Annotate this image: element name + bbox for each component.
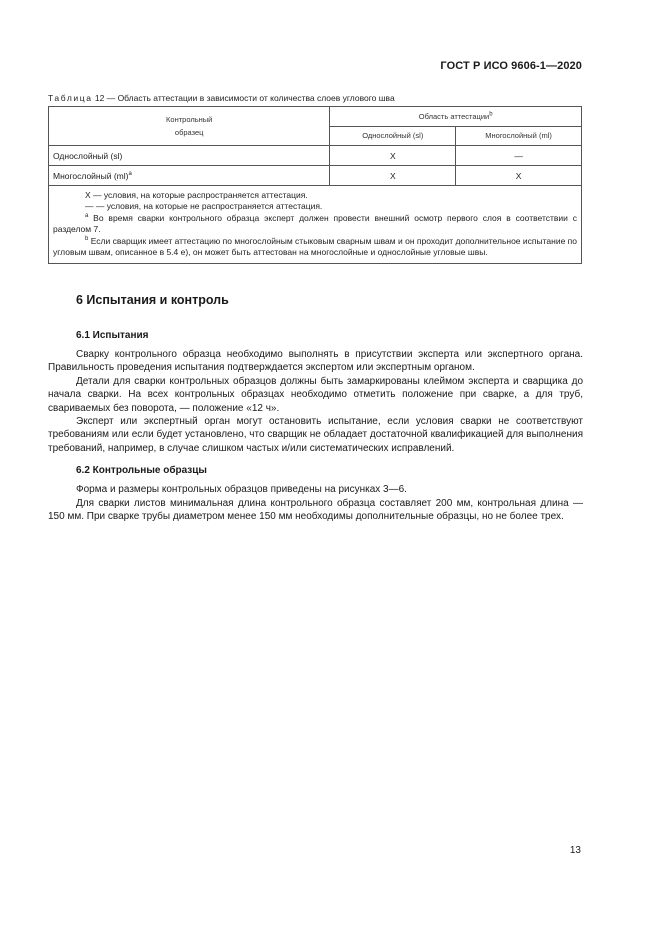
row-label xyxy=(49,146,330,166)
subsection-6-1-title: 6.1 Испытания xyxy=(76,330,149,341)
row-label-text: Многослойный (ml) xyxy=(53,170,129,181)
paragraph-6-2-1-text: Форма и размеры контрольных образцов приведены на рисунках 3—6. xyxy=(76,484,407,495)
footnote-b-text: Если сварщик имеет аттестацию по многослойным стыковым сварным швам и он проходит дополнительное испытание по угловым швам, описанное в 5.4 е), он может быть аттестован на многослойные и однослойные угловые швы. xyxy=(53,235,577,258)
page-number: 13 xyxy=(569,845,581,856)
paragraph-6-1-3 xyxy=(48,415,583,455)
paragraph-6-1-2 xyxy=(48,375,583,415)
cell-single: X xyxy=(330,146,456,166)
specimen-header-cell xyxy=(49,107,330,146)
footnote-a-text: Во время сварки контрольного образца эксперт должен провести внешний осмотр первого слоя в соответствии с разделом 7. xyxy=(53,212,577,235)
specimen-header-line2: образец xyxy=(174,128,204,137)
specimen-header-line1: Контрольный xyxy=(166,115,213,124)
table-caption-word: Таблица xyxy=(48,93,93,103)
footnote-a-mark: a xyxy=(85,212,89,219)
paragraph-6-2-2 xyxy=(48,497,583,524)
row-label-note: a xyxy=(128,170,132,177)
footnote-a xyxy=(53,213,577,236)
column-header-single: Однослойный (sl) xyxy=(330,126,456,146)
paragraph-6-2-1 xyxy=(48,483,583,496)
document-standard-header: ГОСТ Р ИСО 9606-1—2020 xyxy=(440,60,582,72)
row-label xyxy=(49,166,330,186)
paragraph-6-1-3-text: Эксперт или экспертный орган могут остановить испытание, если условия сварки не соответствуют требованиям или если будет установлено, что сварщик не обладает достаточной квалификацией для выполнения требований, например, в случае слишком частых и/или систематических исправлений. xyxy=(48,416,583,454)
qualification-area-header-note: b xyxy=(489,111,493,118)
table-notes xyxy=(49,186,582,264)
section-6-title: 6 Испытания и контроль xyxy=(76,293,229,307)
cell-single: X xyxy=(330,166,456,186)
column-header-multi: Многослойный (ml) xyxy=(456,126,582,146)
cell-multi: — xyxy=(456,146,582,166)
paragraph-6-1-1-text: Сварку контрольного образца необходимо выполнять в присутствии эксперта или экспертного органа. Правильность проведения испытания подтверждается экспертом или экспертным органом. xyxy=(48,349,583,374)
cell-multi: X xyxy=(456,166,582,186)
note-x-legend: X — условия, на которые распространяется аттестация. xyxy=(85,190,308,200)
footnote-b xyxy=(53,236,577,259)
note-dash-legend: — — условия, на которые не распространяется аттестация. xyxy=(85,201,323,212)
qualification-area-header-text: Область аттестации xyxy=(418,111,490,121)
subsection-6-2-title: 6.2 Контрольные образцы xyxy=(76,465,207,476)
paragraph-6-1-1 xyxy=(48,348,583,375)
table-row xyxy=(49,166,582,186)
footnote-b-mark: b xyxy=(85,235,89,242)
table-caption xyxy=(48,93,395,103)
qualification-area-header xyxy=(330,107,582,127)
table-caption-text: 12 — Область аттестации в зависимости от количества слоев углового шва xyxy=(92,93,395,103)
qualification-range-table xyxy=(48,106,582,264)
paragraph-6-2-2-text: Для сварки листов минимальная длина контрольного образца составляет 200 мм, контрольная длина — 150 мм. При сварке трубы диаметром менее 150 мм необходимы дополнительные образцы, но не более трех. xyxy=(48,498,583,523)
paragraph-6-1-2-text: Детали для сварки контрольных образцов должны быть замаркированы клеймом эксперта и сварщика до начала сварки. На всех контрольных образцах необходимо отметить положение при сварке, а для труб, свариваемых без поворота, — положение «12 ч». xyxy=(48,376,583,414)
table-row xyxy=(49,146,582,166)
row-label-text: Однослойный (sl) xyxy=(53,150,123,161)
